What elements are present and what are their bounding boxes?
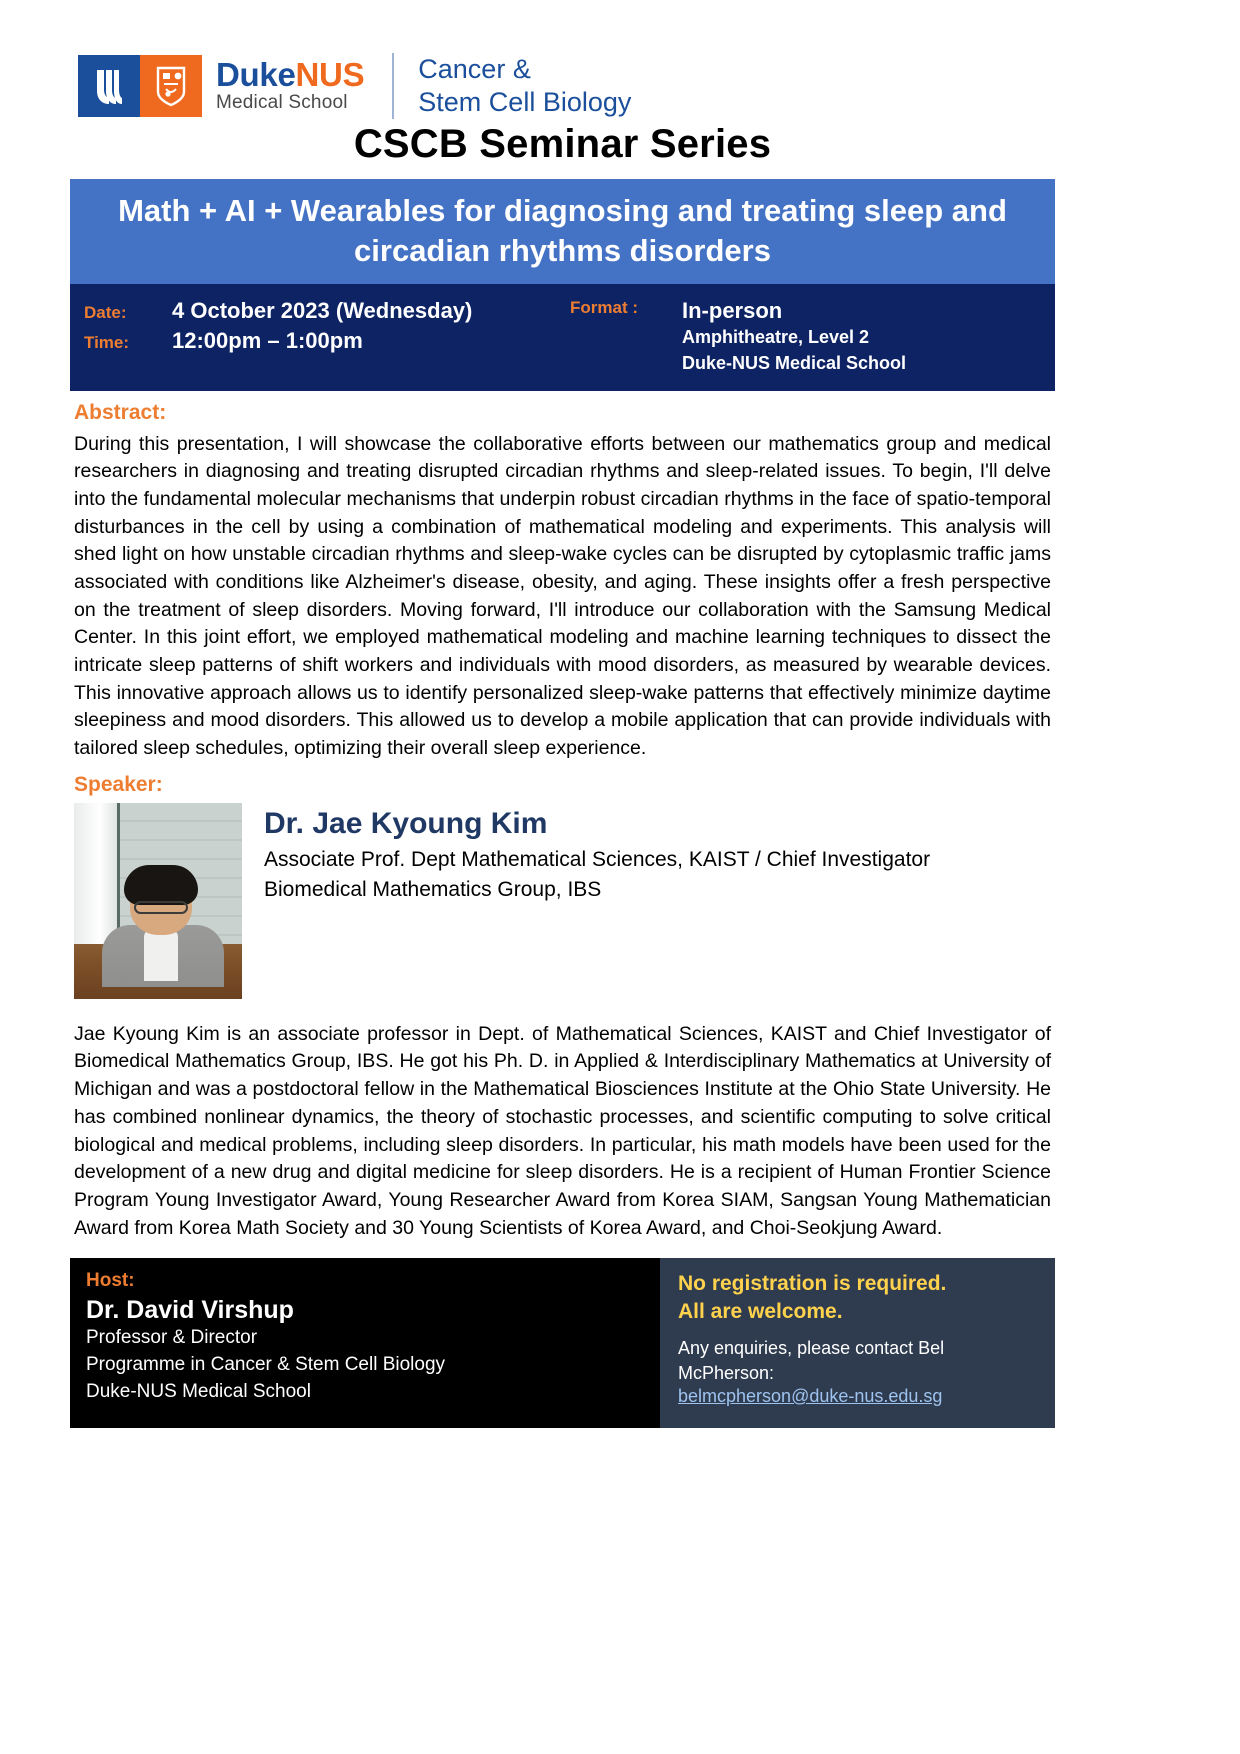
- programme-name: [418, 53, 631, 119]
- event-datetime-group: [70, 298, 570, 376]
- programme-line-1: Cancer &: [418, 54, 531, 85]
- event-date-row: [84, 298, 570, 324]
- speaker-bio: Jae Kyoung Kim is an associate professor in Dept. of Mathematical Sciences, KAIST and Chief Investigator of Biomedical Mathematics Group, IBS. He got his Ph. D. in Applied & Interdisciplinary Mathematics at University of Michigan and was a postdoctoral fellow in the Mathematical Biosciences Institute at the Ohio State University. He has combined nonlinear dynamics, the theory of stochastic processes, and scientific computing to solve critical biological and medical problems, including sleep disorders. In particular, his math models have been used for the development of a new drug and digital medicine for sleep disorders. He is a recipient of Human Frontier Science Program Young Investigator Award, Young Researcher Award from Korea SIAM, Sangsan Young Mathematician Award from Korea Math Society and 30 Young Scientists of Korea Award, and Choi-Seokjung Award.: [74, 1022, 1051, 1239]
- registration-note-2: All are welcome.: [678, 1300, 843, 1323]
- poster-page: [70, 0, 1055, 1428]
- event-time-row: [84, 328, 570, 354]
- brand-name-duke: Duke: [216, 56, 296, 94]
- nus-crest-icon: [140, 55, 202, 117]
- talk-title-banner: Math + AI + Wearables for diagnosing and treating sleep and circadian rhythms disorders: [70, 179, 1055, 284]
- abstract-text: During this presentation, I will showcase the collaborative efforts between our mathematics group and medical researchers in diagnosing and treating disrupted circadian rhythms and sleep-related issues. To begin, I'll delve into the fundamental molecular mechanisms that underpin robust circadian rhythms in the face of spatio-temporal disturbances in the cell by using a combination of mathematical modeling and experiments. This analysis will shed light on how unstable circadian rhythms and sleep-wake cycles can be disrupted by cytoplasmic traffic jams associated with conditions like Alzheimer's disease, obesity, and aging. These insights offer a fresh perspective on the treatment of sleep disorders. Moving forward, I'll introduce our collaboration with the Samsung Medical Center. In this joint effort, we employed mathematical modeling and machine learning techniques to dissect the intricate sleep patterns of shift workers and individuals with mood disorders, as measured by wearable devices. This innovative approach allows us to identify personalized sleep-wake patterns that effectively minimize daytime sleepiness and mood disorders. This allowed us to develop a mobile application that can provide individuals with tailored sleep schedules, optimizing their overall sleep experience.: [74, 432, 1051, 760]
- speaker-affiliation-1: Associate Prof. Dept Mathematical Sciences, KAIST / Chief Investigator: [264, 848, 931, 872]
- duke-nus-wordmark: [216, 58, 364, 114]
- speaker-heading: Speaker:: [74, 772, 163, 796]
- time-label: Time:: [84, 333, 130, 353]
- speaker-info: [242, 803, 930, 999]
- speaker-affiliation-2: Biomedical Mathematics Group, IBS: [264, 877, 602, 901]
- event-format-group: [570, 298, 1055, 376]
- speaker-portrait: [74, 803, 242, 999]
- programme-line-2: Stem Cell Biology: [418, 87, 632, 117]
- registration-note-1: No registration is required.: [678, 1272, 947, 1296]
- portrait-shirt: [144, 929, 178, 981]
- page-title: CSCB Seminar Series: [353, 122, 772, 166]
- host-name: Dr. David Virshup: [86, 1296, 294, 1325]
- brand-header: [70, 0, 1055, 120]
- date-value: 4 October 2023 (Wednesday): [172, 298, 473, 324]
- venue-line-2: Duke-NUS Medical School: [682, 353, 907, 374]
- footer-bar: [70, 1258, 1055, 1428]
- portrait-hair: [124, 865, 198, 905]
- host-panel: [70, 1258, 660, 1428]
- duke-shield-icon: [78, 55, 140, 117]
- registration-panel: [660, 1258, 1055, 1428]
- host-label: Host:: [86, 1270, 135, 1292]
- duke-nus-logo-marks: [78, 55, 202, 117]
- host-role: Professor & Director: [86, 1327, 258, 1349]
- logo-divider: [392, 53, 394, 119]
- portrait-glasses: [134, 901, 188, 914]
- speaker-name: Dr. Jae Kyoung Kim: [264, 806, 548, 840]
- format-value: In-person: [682, 298, 783, 324]
- time-value: 12:00pm – 1:00pm: [172, 328, 363, 354]
- enquiry-email-link[interactable]: belmcpherson@duke-nus.edu.sg: [678, 1386, 943, 1407]
- portrait-background-panel: [74, 803, 120, 944]
- abstract-heading: Abstract:: [74, 400, 167, 424]
- host-institution: Duke-NUS Medical School: [86, 1381, 311, 1403]
- event-details-bar: [70, 284, 1055, 390]
- speaker-block: [74, 803, 1051, 999]
- brand-name-nus: NUS: [295, 56, 365, 94]
- enquiry-text: Any enquiries, please contact Bel McPherson:: [678, 1337, 945, 1383]
- brand-subtitle: Medical School: [216, 92, 348, 114]
- format-label: Format :: [570, 298, 638, 318]
- venue-line-1: Amphitheatre, Level 2: [682, 327, 870, 348]
- host-programme: Programme in Cancer & Stem Cell Biology: [86, 1354, 446, 1376]
- brand-name: [216, 56, 365, 94]
- date-label: Date:: [84, 303, 127, 323]
- format-values: [682, 298, 906, 376]
